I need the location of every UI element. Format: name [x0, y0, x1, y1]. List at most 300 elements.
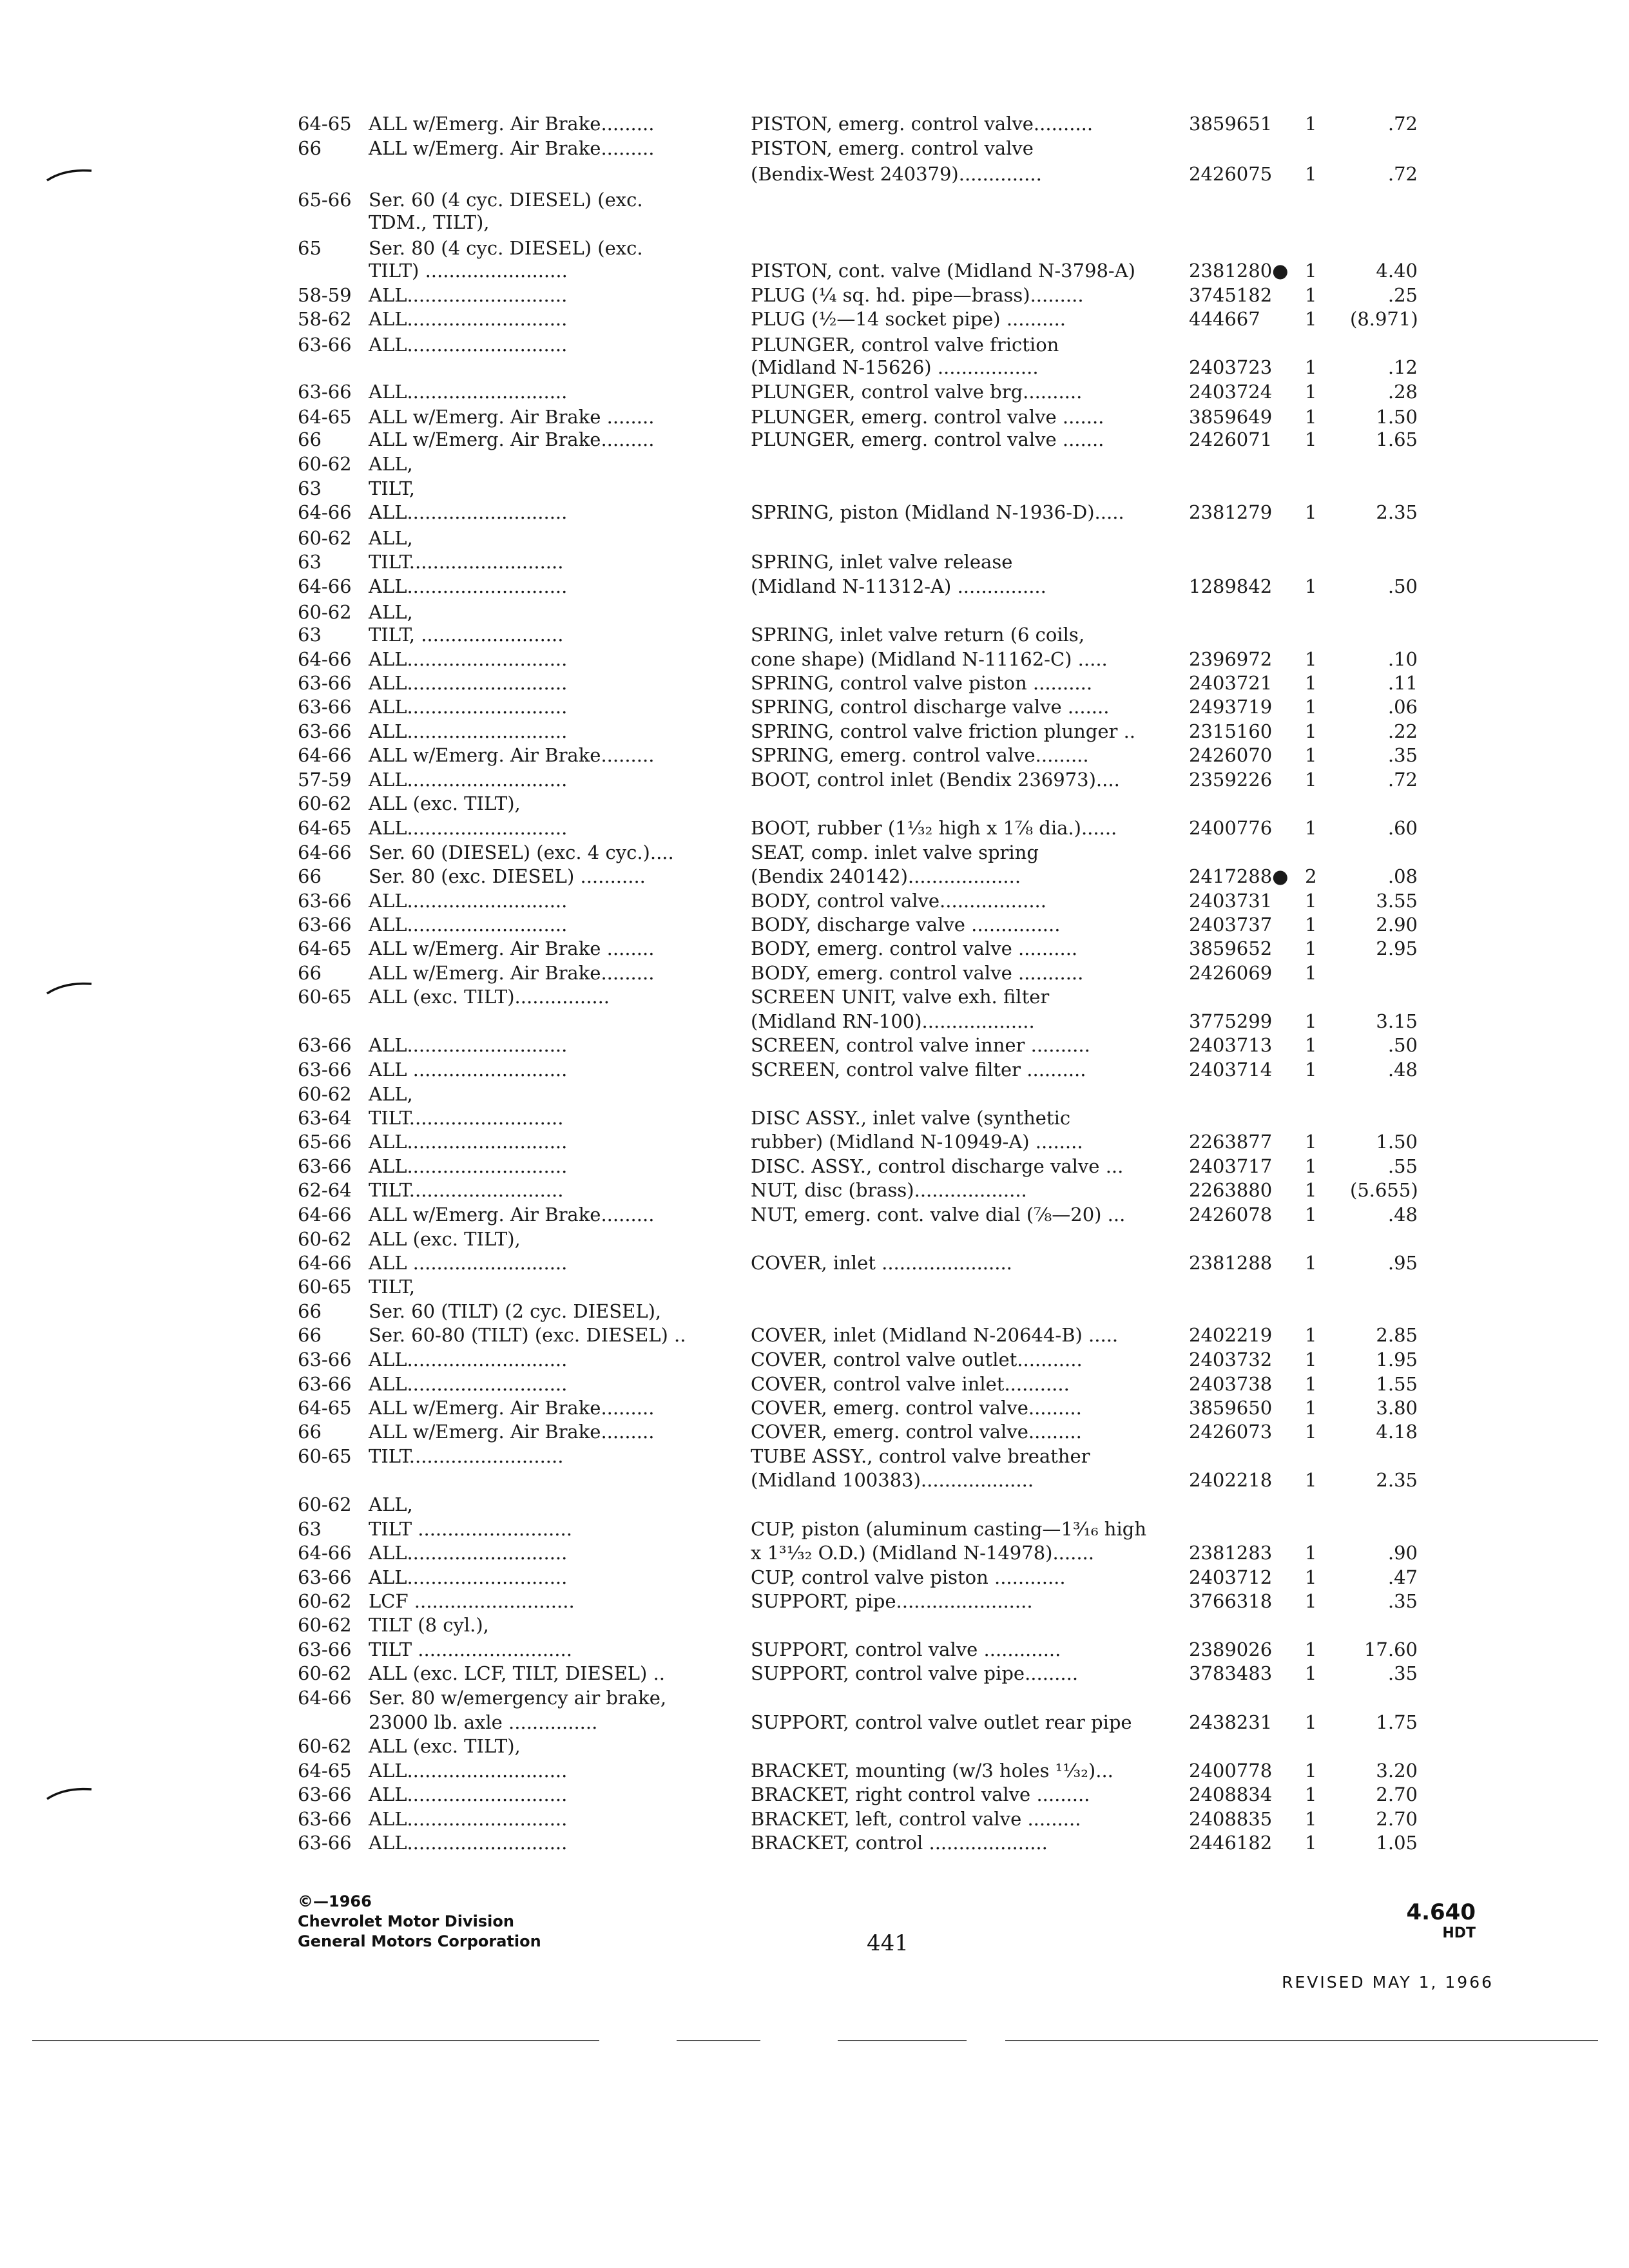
row-part-number: 2408835: [1189, 1808, 1273, 1830]
row-price: 2.90: [1376, 914, 1418, 936]
row-price: .72: [1387, 163, 1418, 185]
row-description: BODY, emerg. control valve ...........: [751, 962, 1084, 984]
row-part-number: 2263880: [1189, 1179, 1273, 1201]
row-description: (Midland 100383)...................: [751, 1469, 1034, 1491]
row-quantity: 1: [1305, 284, 1317, 306]
row-year: 65-66: [298, 189, 352, 211]
row-year: 60-62: [298, 1662, 352, 1684]
row-application: ALL...........................: [369, 1542, 568, 1564]
row-part-number: 2403731: [1189, 890, 1273, 912]
row-quantity: 1: [1305, 1252, 1317, 1274]
row-price: 3.15: [1376, 1010, 1418, 1032]
row-year: 63: [298, 624, 322, 646]
row-part-number: 2426069: [1189, 962, 1273, 984]
row-description: PLUG (¼ sq. hd. pipe—brass).........: [751, 284, 1084, 306]
row-quantity: 1: [1305, 1566, 1317, 1588]
row-quantity: 1: [1305, 1662, 1317, 1684]
row-quantity: 1: [1305, 1590, 1317, 1612]
row-application: ALL...........................: [369, 1131, 568, 1153]
revision-date: REVISED MAY 1, 1966: [1282, 1973, 1494, 1992]
row-quantity: 1: [1305, 1179, 1317, 1201]
row-quantity: 1: [1305, 575, 1317, 597]
row-price: (5.655): [1350, 1179, 1418, 1201]
row-year: 63-66: [298, 672, 352, 694]
row-year: 60-62: [298, 453, 352, 475]
row-application: ALL w/Emerg. Air Brake ........: [369, 406, 655, 428]
row-quantity: 1: [1305, 769, 1317, 791]
row-description: BRACKET, left, control valve .........: [751, 1808, 1081, 1830]
row-application: ALL...........................: [369, 1373, 568, 1395]
row-year: 57-59: [298, 769, 352, 791]
row-application: ALL...........................: [369, 308, 568, 330]
row-description: SCREEN, control valve inner ..........: [751, 1034, 1090, 1056]
row-description: SPRING, emerg. control valve.........: [751, 744, 1089, 766]
row-description: TUBE ASSY., control valve breather: [751, 1445, 1090, 1467]
row-price: .35: [1387, 1662, 1418, 1684]
row-description: CUP, control valve piston ............: [751, 1566, 1066, 1588]
row-part-number: 2446182: [1189, 1832, 1273, 1854]
row-description: PISTON, cont. valve (Midland N-3798-A): [751, 260, 1135, 282]
row-application: ALL w/Emerg. Air Brake.........: [369, 137, 655, 159]
row-application: ALL...........................: [369, 720, 568, 742]
row-price: .06: [1387, 696, 1418, 718]
row-application: ALL...........................: [369, 501, 568, 523]
row-year: 62-64: [298, 1179, 352, 1201]
row-price: 4.40: [1376, 260, 1418, 282]
row-price: .11: [1387, 672, 1418, 694]
row-application: ALL...........................: [369, 817, 568, 839]
row-part-number: 2400778: [1189, 1760, 1273, 1782]
row-price: 2.35: [1376, 501, 1418, 523]
row-quantity: 1: [1305, 1059, 1317, 1081]
row-description: PLUNGER, emerg. control valve .......: [751, 428, 1104, 450]
row-part-number: 1289842: [1189, 575, 1273, 597]
row-year: 60-62: [298, 1228, 352, 1250]
row-application: ALL...........................: [369, 1566, 568, 1588]
row-year: 63-66: [298, 1034, 352, 1056]
row-description: CUP, piston (aluminum casting—1³⁄₁₆ high: [751, 1518, 1146, 1540]
row-part-number: 2381280●: [1189, 260, 1289, 282]
row-part-number: 2359226: [1189, 769, 1273, 791]
row-description: PLUNGER, control valve friction: [751, 334, 1059, 356]
row-price: 17.60: [1364, 1639, 1418, 1660]
row-quantity: 1: [1305, 1131, 1317, 1153]
row-description: (Midland RN-100)...................: [751, 1010, 1035, 1032]
row-part-number: 2403714: [1189, 1059, 1273, 1081]
row-quantity: 1: [1305, 1155, 1317, 1177]
row-description: SPRING, control valve friction plunger ..: [751, 720, 1136, 742]
row-price: .50: [1387, 1034, 1418, 1056]
row-description: PLUNGER, emerg. control valve .......: [751, 406, 1104, 428]
row-quantity: 1: [1305, 744, 1317, 766]
row-description: (Bendix-West 240379)..............: [751, 163, 1042, 185]
row-quantity: 1: [1305, 1783, 1317, 1805]
row-description: PLUG (½—14 socket pipe) ..........: [751, 308, 1066, 330]
bottom-rule: [838, 2040, 967, 2041]
row-year: 63-66: [298, 1639, 352, 1660]
row-description: COVER, inlet ......................: [751, 1252, 1012, 1274]
row-price: .28: [1387, 381, 1418, 403]
row-year: 63-66: [298, 720, 352, 742]
row-year: 63-64: [298, 1107, 352, 1129]
row-part-number: 2263877: [1189, 1131, 1273, 1153]
row-application: ALL (exc. TILT)................: [369, 986, 610, 1008]
row-year: 63-66: [298, 334, 352, 356]
row-application: ALL...........................: [369, 284, 568, 306]
row-part-number: 444667: [1189, 308, 1260, 330]
row-price: 1.75: [1376, 1711, 1418, 1733]
row-application: ALL...........................: [369, 1832, 568, 1854]
row-quantity: 1: [1305, 1324, 1317, 1346]
row-price: .35: [1387, 1590, 1418, 1612]
row-application: ALL...........................: [369, 1155, 568, 1177]
row-price: 1.50: [1376, 406, 1418, 428]
row-application: TDM., TILT),: [369, 211, 490, 233]
row-part-number: 2426070: [1189, 744, 1273, 766]
row-year: 60-65: [298, 1276, 352, 1298]
row-application: TILT ..........................: [369, 1518, 572, 1540]
row-year: 63-66: [298, 1808, 352, 1830]
row-price: .60: [1387, 817, 1418, 839]
row-price: .12: [1387, 356, 1418, 378]
row-year: 60-62: [298, 1735, 352, 1757]
row-application: LCF ...........................: [369, 1590, 575, 1612]
row-year: 63-66: [298, 696, 352, 718]
row-part-number: 3766318: [1189, 1590, 1273, 1612]
row-application: ALL...........................: [369, 696, 568, 718]
row-year: 60-62: [298, 1494, 352, 1515]
row-quantity: 1: [1305, 1010, 1317, 1032]
row-price: .90: [1387, 1542, 1418, 1564]
row-quantity: 1: [1305, 1204, 1317, 1225]
row-price: 1.65: [1376, 428, 1418, 450]
publisher-block: [298, 1892, 541, 1952]
row-year: 64-66: [298, 841, 352, 863]
row-year: 64-66: [298, 575, 352, 597]
row-price: .72: [1387, 113, 1418, 135]
row-price: 3.55: [1376, 890, 1418, 912]
row-description: SPRING, control valve piston ..........: [751, 672, 1093, 694]
row-quantity: 1: [1305, 1760, 1317, 1782]
row-price: 1.55: [1376, 1373, 1418, 1395]
row-quantity: 1: [1305, 1639, 1317, 1660]
row-application: TILT, ........................: [369, 624, 564, 646]
row-description: (Bendix 240142)...................: [751, 865, 1021, 887]
row-year: 63: [298, 1518, 322, 1540]
row-part-number: 2426073: [1189, 1421, 1273, 1443]
row-part-number: 3859652: [1189, 937, 1273, 959]
row-year: 64-65: [298, 406, 352, 428]
row-year: 64-65: [298, 1760, 352, 1782]
row-quantity: 1: [1305, 163, 1317, 185]
row-year: 63-66: [298, 890, 352, 912]
row-description: BODY, emerg. control valve ..........: [751, 937, 1078, 959]
section-subtitle: HDT: [1442, 1925, 1476, 1941]
row-application: ALL,: [369, 1494, 413, 1515]
row-year: 64-65: [298, 113, 352, 135]
row-year: 64-66: [298, 1687, 352, 1709]
row-application: TILT ..........................: [369, 1639, 572, 1660]
row-description: SUPPORT, control valve pipe.........: [751, 1662, 1079, 1684]
row-application: ALL...........................: [369, 1808, 568, 1830]
row-price: .50: [1387, 575, 1418, 597]
row-quantity: 1: [1305, 428, 1317, 450]
row-application: ALL,: [369, 601, 413, 623]
row-application: ALL...........................: [369, 381, 568, 403]
row-description: SUPPORT, pipe.......................: [751, 1590, 1033, 1612]
row-application: ALL (exc. TILT),: [369, 793, 521, 814]
row-part-number: 3859650: [1189, 1397, 1273, 1419]
row-year: 64-65: [298, 1397, 352, 1419]
row-application: 23000 lb. axle ...............: [369, 1711, 598, 1733]
row-year: 66: [298, 1300, 322, 1322]
row-year: 66: [298, 1421, 322, 1443]
row-application: ALL...........................: [369, 1760, 568, 1782]
page-number: 441: [867, 1930, 909, 1956]
bottom-rule: [677, 2040, 760, 2041]
row-year: 66: [298, 1324, 322, 1346]
row-year: 64-66: [298, 1204, 352, 1225]
row-description: rubber) (Midland N-10949-A) ........: [751, 1131, 1083, 1153]
row-year: 65: [298, 237, 322, 259]
row-price: .48: [1387, 1059, 1418, 1081]
row-price: 1.50: [1376, 1131, 1418, 1153]
row-price: .22: [1387, 720, 1418, 742]
row-price: .25: [1387, 284, 1418, 306]
row-price: .72: [1387, 769, 1418, 791]
row-quantity: 1: [1305, 1711, 1317, 1733]
row-quantity: 1: [1305, 1373, 1317, 1395]
row-part-number: 2381288: [1189, 1252, 1273, 1274]
row-part-number: 2402218: [1189, 1469, 1273, 1491]
row-description: NUT, disc (brass)...................: [751, 1179, 1027, 1201]
row-part-number: 3859649: [1189, 406, 1273, 428]
row-year: 58-62: [298, 308, 352, 330]
row-application: ALL (exc. TILT),: [369, 1735, 521, 1757]
row-application: ALL (exc. LCF, TILT, DIESEL) ..: [369, 1662, 666, 1684]
row-price: .08: [1387, 865, 1418, 887]
row-application: TILT..........................: [369, 1179, 564, 1201]
row-application: ALL...........................: [369, 1349, 568, 1370]
row-part-number: 2426078: [1189, 1204, 1273, 1225]
row-part-number: 2403713: [1189, 1034, 1273, 1056]
row-application: ALL w/Emerg. Air Brake.........: [369, 1421, 655, 1443]
row-description: NUT, emerg. cont. valve dial (⅞—20) ...: [751, 1204, 1126, 1225]
copyright-line: ©—1966: [298, 1892, 372, 1910]
row-description: DISC ASSY., inlet valve (synthetic: [751, 1107, 1071, 1129]
row-application: TILT,: [369, 1276, 415, 1298]
row-year: 60-62: [298, 1614, 352, 1636]
row-application: ALL...........................: [369, 1783, 568, 1805]
row-part-number: 3775299: [1189, 1010, 1273, 1032]
row-part-number: 2400776: [1189, 817, 1273, 839]
row-part-number: 2408834: [1189, 1783, 1273, 1805]
row-description: COVER, emerg. control valve.........: [751, 1397, 1082, 1419]
row-part-number: 3745182: [1189, 284, 1273, 306]
corporation-line: General Motors Corporation: [298, 1932, 541, 1950]
row-application: ALL w/Emerg. Air Brake.........: [369, 428, 655, 450]
row-application: ALL w/Emerg. Air Brake.........: [369, 962, 655, 984]
row-application: ALL,: [369, 453, 413, 475]
row-price: .55: [1387, 1155, 1418, 1177]
row-year: 63-66: [298, 381, 352, 403]
row-quantity: 1: [1305, 696, 1317, 718]
row-description: BODY, discharge valve ...............: [751, 914, 1061, 936]
row-year: 60-62: [298, 527, 352, 549]
row-year: 60-62: [298, 1590, 352, 1612]
row-application: ALL...........................: [369, 648, 568, 670]
row-price: 2.95: [1376, 937, 1418, 959]
row-application: Ser. 80 (exc. DIESEL) ...........: [369, 865, 646, 887]
row-application: ALL w/Emerg. Air Brake.........: [369, 1397, 655, 1419]
bottom-rule: [1005, 2040, 1598, 2041]
row-quantity: 1: [1305, 1034, 1317, 1056]
row-part-number: 2381283: [1189, 1542, 1273, 1564]
row-description: SPRING, inlet valve return (6 coils,: [751, 624, 1085, 646]
row-part-number: 3783483: [1189, 1662, 1273, 1684]
row-application: TILT..........................: [369, 1445, 564, 1467]
row-year: 63-66: [298, 914, 352, 936]
row-application: ALL...........................: [369, 890, 568, 912]
row-year: 64-66: [298, 1252, 352, 1274]
row-price: 4.18: [1376, 1421, 1418, 1443]
row-application: TILT..........................: [369, 1107, 564, 1129]
row-year: 63: [298, 551, 322, 573]
row-description: COVER, control valve inlet...........: [751, 1373, 1070, 1395]
row-year: 60-65: [298, 986, 352, 1008]
row-description: PISTON, emerg. control valve..........: [751, 113, 1094, 135]
row-part-number: 2403717: [1189, 1155, 1273, 1177]
row-price: .48: [1387, 1204, 1418, 1225]
row-application: TILT..........................: [369, 551, 564, 573]
row-year: 60-62: [298, 793, 352, 814]
row-application: ALL,: [369, 1083, 413, 1105]
row-year: 60-62: [298, 1083, 352, 1105]
row-application: TILT) ........................: [369, 260, 568, 282]
row-part-number: 2403723: [1189, 356, 1273, 378]
row-description: COVER, inlet (Midland N-20644-B) .....: [751, 1324, 1119, 1346]
row-part-number: 3859651: [1189, 113, 1273, 135]
row-year: 58-59: [298, 284, 352, 306]
row-year: 64-66: [298, 1542, 352, 1564]
row-part-number: 2396972: [1189, 648, 1273, 670]
row-quantity: 1: [1305, 937, 1317, 959]
row-quantity: 1: [1305, 260, 1317, 282]
row-part-number: 2403724: [1189, 381, 1273, 403]
row-part-number: 2438231: [1189, 1711, 1273, 1733]
row-quantity: 1: [1305, 406, 1317, 428]
row-part-number: 2402219: [1189, 1324, 1273, 1346]
row-quantity: 1: [1305, 113, 1317, 135]
row-part-number: 2403721: [1189, 672, 1273, 694]
row-description: SEAT, comp. inlet valve spring: [751, 841, 1039, 863]
row-part-number: 2403738: [1189, 1373, 1273, 1395]
row-quantity: 1: [1305, 1808, 1317, 1830]
row-description: SCREEN, control valve filter ..........: [751, 1059, 1086, 1081]
section-block: [1406, 1899, 1476, 1942]
row-application: ALL...........................: [369, 914, 568, 936]
row-price: 3.20: [1376, 1760, 1418, 1782]
row-part-number: 2389026: [1189, 1639, 1273, 1660]
bottom-rule: [32, 2040, 599, 2041]
row-part-number: 2493719: [1189, 696, 1273, 718]
row-quantity: 1: [1305, 1397, 1317, 1419]
row-year: 63-66: [298, 1349, 352, 1370]
margin-tick-mark: [45, 166, 93, 183]
row-year: 64-65: [298, 817, 352, 839]
row-year: 65-66: [298, 1131, 352, 1153]
row-part-number: 2403712: [1189, 1566, 1273, 1588]
row-description: SUPPORT, control valve .............: [751, 1639, 1061, 1660]
row-quantity: 1: [1305, 308, 1317, 330]
row-quantity: 1: [1305, 1542, 1317, 1564]
row-quantity: 2: [1305, 865, 1317, 887]
row-application: ALL (exc. TILT),: [369, 1228, 521, 1250]
row-application: ALL w/Emerg. Air Brake.........: [369, 1204, 655, 1225]
row-year: 66: [298, 865, 322, 887]
row-price: .47: [1387, 1566, 1418, 1588]
row-description: SPRING, piston (Midland N-1936-D).....: [751, 501, 1124, 523]
row-description: DISC. ASSY., control discharge valve ...: [751, 1155, 1124, 1177]
row-description: SPRING, inlet valve release: [751, 551, 1013, 573]
row-application: Ser. 60-80 (TILT) (exc. DIESEL) ..: [369, 1324, 686, 1346]
row-quantity: 1: [1305, 1421, 1317, 1443]
row-quantity: 1: [1305, 1349, 1317, 1370]
row-part-number: 2403732: [1189, 1349, 1273, 1370]
row-application: Ser. 60 (DIESEL) (exc. 4 cyc.)....: [369, 841, 674, 863]
row-description: PISTON, emerg. control valve: [751, 137, 1034, 159]
row-price: 1.05: [1376, 1832, 1418, 1854]
row-description: COVER, control valve outlet...........: [751, 1349, 1083, 1370]
row-year: 63-66: [298, 1832, 352, 1854]
margin-tick-mark: [45, 979, 93, 996]
row-application: ALL w/Emerg. Air Brake.........: [369, 744, 655, 766]
row-application: ALL,: [369, 527, 413, 549]
row-part-number: 2426071: [1189, 428, 1273, 450]
row-year: 63-66: [298, 1059, 352, 1081]
row-year: 63-66: [298, 1373, 352, 1395]
row-quantity: 1: [1305, 381, 1317, 403]
row-quantity: 1: [1305, 817, 1317, 839]
row-description: SUPPORT, control valve outlet rear pipe: [751, 1711, 1132, 1733]
row-application: ALL w/Emerg. Air Brake.........: [369, 113, 655, 135]
row-part-number: 2315160: [1189, 720, 1273, 742]
row-application: ALL...........................: [369, 334, 568, 356]
row-price: .95: [1387, 1252, 1418, 1274]
row-year: 66: [298, 137, 322, 159]
row-year: 63: [298, 477, 322, 499]
row-year: 64-66: [298, 648, 352, 670]
row-year: 63-66: [298, 1566, 352, 1588]
row-description: COVER, emerg. control valve.........: [751, 1421, 1082, 1443]
row-price: 2.35: [1376, 1469, 1418, 1491]
row-year: 66: [298, 428, 322, 450]
row-application: Ser. 60 (4 cyc. DIESEL) (exc.: [369, 189, 643, 211]
row-application: Ser. 60 (TILT) (2 cyc. DIESEL),: [369, 1300, 662, 1322]
row-quantity: 1: [1305, 914, 1317, 936]
row-description: BOOT, control inlet (Bendix 236973)....: [751, 769, 1120, 791]
row-description: (Midland N-15626) .................: [751, 356, 1039, 378]
margin-tick-mark: [45, 1785, 93, 1802]
division-line: Chevrolet Motor Division: [298, 1912, 514, 1930]
row-description: BOOT, rubber (1¹⁄₃₂ high x 1⅞ dia.)......: [751, 817, 1117, 839]
row-price: (8.971): [1350, 308, 1418, 330]
row-year: 64-65: [298, 937, 352, 959]
row-quantity: 1: [1305, 1469, 1317, 1491]
row-application: TILT (8 cyl.),: [369, 1614, 489, 1636]
row-price: 1.95: [1376, 1349, 1418, 1370]
row-application: ALL...........................: [369, 1034, 568, 1056]
